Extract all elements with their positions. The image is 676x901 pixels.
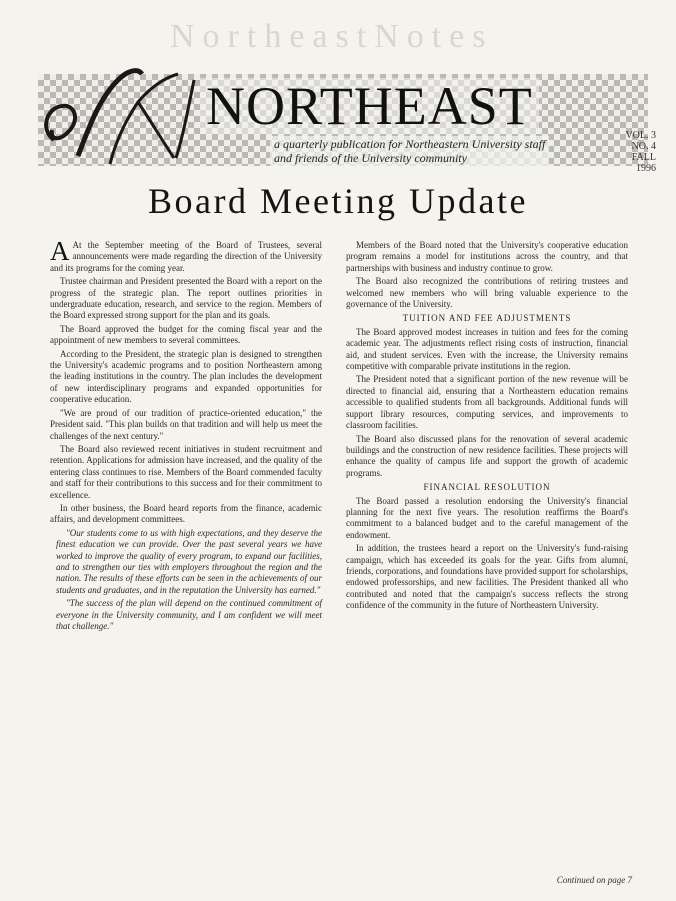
right-paragraph: The Board also discussed plans for the renovation of several academic buildings and the construction of new residence facilities. These projects will enhance the quality of campus life and support the growth of academic programs. bbox=[346, 433, 628, 478]
subhead-financial-resolution: FINANCIAL RESOLUTION bbox=[423, 482, 551, 493]
tagline-line-1: a quarterly publication for Northeastern University staff bbox=[274, 137, 546, 151]
continued-note: Continued on page 7 bbox=[556, 875, 632, 885]
article-column-right bbox=[346, 240, 628, 614]
left-quote: "The success of the plan will depend on the continued commitment of everyone in the University community, and I am confident we will meet that challenge." bbox=[56, 598, 322, 631]
right-paragraph: The Board approved modest increases in tuition and fees for the coming academic year. The adjustments reflect rising costs of instruction, financial aid, and student services. Even with the increase, the University remains competitive with comparable private institutions in the region. bbox=[346, 326, 628, 372]
script-logo-mark bbox=[38, 60, 198, 175]
right-paragraph: The Board passed a resolution endorsing the University's financial planning for the next five years. The resolution reaffirms the Board's commitment to a balanced budget and to the careful management of the endowment. bbox=[346, 495, 628, 540]
subhead-tuition: TUITION AND FEE ADJUSTMENTS bbox=[402, 313, 572, 324]
left-paragraph: In other business, the Board heard reports from the finance, academic affairs, and development committees. bbox=[50, 502, 322, 525]
left-paragraph bbox=[50, 236, 322, 274]
left-paragraph: According to the President, the strategic plan is designed to strengthen the University's academic programs and to position Northeastern among the leading institutions in the country. The plan includes the development of new interdisciplinary programs and expanded opportunities for cooperative education. bbox=[50, 348, 322, 405]
left-quote: "Our students come to us with high expectations, and they deserve the finest education we can provide. Over the past several years we have worked to improve the quality of every program, to expand our facilities, and to strengthen our ties with employers throughout the region and the nation. The results of these efforts can be seen in the achievements of our students and graduates, and in the reputation the University has earned." bbox=[56, 527, 322, 595]
masthead bbox=[38, 60, 656, 175]
number-label: NO. 4 bbox=[631, 141, 656, 152]
volume-label: VOL. 3 bbox=[625, 130, 656, 141]
right-paragraph: The Board also recognized the contributions of retiring trustees and welcomed new members who will bring valuable experience to the governance of the University. bbox=[346, 276, 628, 310]
ghost-header-text: NortheastNotes bbox=[170, 18, 494, 55]
tagline-line-2: and friends of the University community bbox=[274, 151, 467, 165]
masthead-title: NORTHEAST bbox=[200, 78, 539, 134]
left-paragraph-text: At the September meeting of the Board of Trustees, several announcements were made regarding the direction of the University and its programs for the coming year. bbox=[50, 240, 322, 273]
issue-info bbox=[616, 130, 656, 174]
right-paragraph: Members of the Board noted that the University's cooperative education program remains a model for institutions across the country, and that partnerships with business and industry continue to grow. bbox=[346, 240, 628, 273]
right-paragraph: In addition, the trustees heard a report on the University's fund-raising campaign, which has exceeded its goals for the year. Gifts from alumni, friends, corporations, and foundations have provided support for scholarships, endowed professorships, and new facilities. The President thanked all who contributed and noted that the campaign's success reflects the strong confidence of the community in the future of Northeastern University. bbox=[346, 543, 628, 611]
left-paragraph: The Board also reviewed recent initiatives in student recruitment and retention. Applications for admission have increased, and the quality of the entering class continues to rise. Members of the Board commended faculty and staff for their contributions to this success and for their commitment to excellence. bbox=[50, 443, 322, 500]
article-column-left bbox=[50, 236, 322, 634]
season-label: FALL 1996 bbox=[631, 152, 656, 174]
left-paragraph: Trustee chairman and President presented the Board with a report on the progress of the strategic plan. The report outlines priorities in undergraduate education, research, and service to the region. Members of the Board expressed strong support for the plan and its goals. bbox=[50, 276, 322, 321]
right-paragraph: The President noted that a significant portion of the new revenue will be directed to financial aid, ensuring that a Northeastern education remains accessible to qualified students from all backgrounds. Additional funds will support library resources, computing services, and improvements to classroom facilities. bbox=[346, 374, 628, 431]
headline: Board Meeting Update bbox=[148, 181, 528, 221]
left-paragraph: The Board approved the budget for the coming fiscal year and the appointment of new members to several committees. bbox=[50, 323, 322, 346]
masthead-tagline bbox=[270, 136, 549, 166]
drop-cap: A bbox=[50, 236, 70, 266]
left-paragraph: "We are proud of our tradition of practice-oriented education," the President said. "This plan builds on that tradition and will help us meet the challenges of the next century." bbox=[50, 407, 322, 441]
